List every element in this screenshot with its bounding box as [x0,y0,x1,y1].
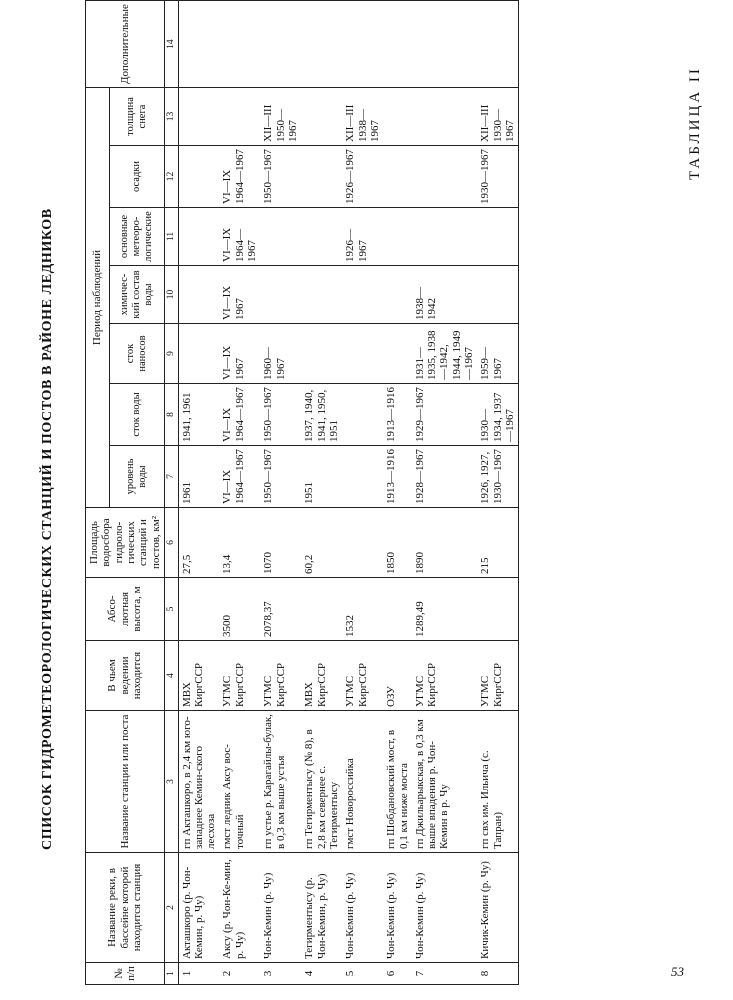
cell-precip [301,146,342,208]
cell-runoff: 1929—1967 [412,384,478,446]
column-number: 14 [164,1,178,88]
cell-extra [260,1,301,88]
header-level: уровень воды [109,446,164,508]
header-area: Площадь водосбора гидрологических станций и постов, км² [86,508,165,578]
cell-snow [301,88,342,146]
cell-river: Аксу (р. Чон-Ке-мин, р. Чу) [219,853,260,963]
cell-sediment [342,324,383,384]
header-station: Название станции или поста [86,711,165,853]
cell-num: 4 [301,963,342,985]
column-number: 1 [164,963,178,985]
cell-river: Чон-Кемин (р. Чу) [383,853,412,963]
cell-area [342,508,383,578]
cell-river: Акташкоро (р. Чон-Кемин, р. Чу) [178,853,219,963]
cell-precip: 1950—1967 [260,146,301,208]
cell-chem [383,266,412,324]
cell-extra [477,1,518,88]
cell-precip: 1930—1967 [477,146,518,208]
cell-sediment: VI—IX 1967 [219,324,260,384]
cell-precip: VI—IX 1964—1967 [219,146,260,208]
cell-snow: XII—III 1938—1967 [342,88,383,146]
cell-level: VI—IX 1964—1967 [219,446,260,508]
page-title: СПИСОК ГИДРОМЕТЕОРОЛОГИЧЕСКИХ СТАНЦИЙ И ПОСТОВ В РАЙОНЕ ЛЕДНИКОВ [40,208,55,850]
column-number: 13 [164,88,178,146]
cell-area: 27,5 [178,508,219,578]
cell-extra [219,1,260,88]
cell-runoff: 1950—1967 [260,384,301,446]
cell-chem [178,266,219,324]
cell-chem [301,266,342,324]
cell-river: Чон-Кемин (р. Чу) [342,853,383,963]
cell-chem: 1938—1942 [412,266,478,324]
cell-river: Тегирментысу (р. Чон-Кемин, р. Чу) [301,853,342,963]
column-number: 11 [164,208,178,266]
table-row [342,1,383,985]
table-row [178,1,219,985]
cell-agency: УГМС КиргССР [219,641,260,711]
cell-runoff: 1937, 1940, 1941, 1950, 1951 [301,384,342,446]
header-agency: В чьем ведении находится [86,641,165,711]
cell-num: 3 [260,963,301,985]
cell-altitude: 3500 [219,578,260,641]
cell-runoff: 1930—1934, 1937—1967 [477,384,518,446]
cell-chem [477,266,518,324]
cell-meteo [383,208,412,266]
cell-extra [342,1,383,88]
table-row [260,1,301,985]
cell-altitude: 1289,49 [412,578,478,641]
cell-meteo [477,208,518,266]
header-snow: толщина снега [109,88,164,146]
cell-level: 1961 [178,446,219,508]
table-row [412,1,478,985]
cell-river: Чон-Кемин (р. Чу) [260,853,301,963]
cell-num: 5 [342,963,383,985]
cell-meteo [301,208,342,266]
cell-extra [178,1,219,88]
cell-river: Кичик-Кемин (р. Чу) [477,853,518,963]
header-altitude: Абсолютная высота, м [86,578,165,641]
cell-agency: УГМС КиргССР [342,641,383,711]
cell-agency: УГМС КиргССР [260,641,301,711]
header-num: № п/п [86,963,165,985]
column-number: 6 [164,508,178,578]
cell-altitude: 1532 [342,578,383,641]
cell-chem [342,266,383,324]
cell-extra [412,1,478,88]
table-row [219,1,260,985]
cell-station: гп устье р. Карагайлы-булак, в 0,3 км выше устья [260,711,301,853]
cell-runoff: 1941, 1961 [178,384,219,446]
cell-sediment [178,324,219,384]
header-river: Название реки, в бассейне которой находится станция [86,853,165,963]
column-number: 9 [164,324,178,384]
cell-precip [178,146,219,208]
cell-meteo [178,208,219,266]
cell-sediment: 1959—1967 [477,324,518,384]
cell-sediment: 1960—1967 [260,324,301,384]
cell-station: гп Акташкоро, в 2,4 км юго-западнее Кемин-ского лесхоза [178,711,219,853]
header-precip: осадки [109,146,164,208]
table-row [301,1,342,985]
cell-snow [412,88,478,146]
cell-station: гп Тегирментысу (№ 8), в 2,8 км севернее с. Тегирментысу [301,711,342,853]
cell-num: 2 [219,963,260,985]
table-row [383,1,412,985]
cell-snow: XII—III 1930—1967 [477,88,518,146]
cell-runoff [342,384,383,446]
cell-level: 1950—1967 [260,446,301,508]
header-meteo: основные метеорологические [109,208,164,266]
cell-river: Чон-Кемин (р. Чу) [412,853,478,963]
cell-agency: УГМС КиргССР [477,641,518,711]
cell-sediment [383,324,412,384]
cell-chem [260,266,301,324]
cell-runoff: 1913—1916 [383,384,412,446]
cell-area: 1850 [383,508,412,578]
column-number-row [164,1,178,985]
cell-area: 60,2 [301,508,342,578]
cell-level: 1928—1967 [412,446,478,508]
column-number: 10 [164,266,178,324]
cell-snow [219,88,260,146]
header-runoff: сток воды [109,384,164,446]
cell-meteo: VI—IX 1964—1967 [219,208,260,266]
cell-snow: XII—III 1950—1967 [260,88,301,146]
page-number: 53 [671,964,684,979]
cell-chem: VI—IX 1967 [219,266,260,324]
cell-station: гп свх им. Ильича (с. Тапран) [477,711,518,853]
column-number: 2 [164,853,178,963]
cell-meteo: 1926—1967 [342,208,383,266]
cell-altitude [178,578,219,641]
cell-agency: ОЗУ [383,641,412,711]
cell-num: 8 [477,963,518,985]
cell-num: 1 [178,963,219,985]
cell-precip [383,146,412,208]
column-number: 5 [164,578,178,641]
header-period: Период наблюдений [86,88,110,508]
cell-station: гмст Новороссийка [342,711,383,853]
cell-snow [383,88,412,146]
cell-agency: УГМС КиргССР [412,641,478,711]
cell-num: 7 [412,963,478,985]
column-number: 12 [164,146,178,208]
cell-area: 1890 [412,508,478,578]
cell-altitude [383,578,412,641]
header-chem: химический состав воды [109,266,164,324]
column-number: 3 [164,711,178,853]
cell-precip [412,146,478,208]
cell-area: 13,4 [219,508,260,578]
table-body [178,1,519,985]
cell-altitude [477,578,518,641]
table-label: ТАБЛИЦА II [687,66,703,180]
cell-level [342,446,383,508]
stations-table [85,0,519,985]
cell-agency: МВХ КиргССР [178,641,219,711]
column-number: 7 [164,446,178,508]
cell-altitude: 2078,37 [260,578,301,641]
table-row [477,1,518,985]
cell-station: гп Джильарыкская, в 0,3 км выше впадения р. Чон-Кемин в р. Чу [412,711,478,853]
cell-sediment [301,324,342,384]
cell-station: гмст ледник Аксу вос-точный [219,711,260,853]
cell-meteo [260,208,301,266]
cell-altitude [301,578,342,641]
cell-runoff: VI—IX 1964—1967 [219,384,260,446]
header-sediment: сток наносов [109,324,164,384]
header-row [86,1,110,985]
cell-station: гп Шобдановский мост, в 0,1 км ниже моста [383,711,412,853]
column-number: 4 [164,641,178,711]
cell-meteo [412,208,478,266]
cell-snow [178,88,219,146]
column-number: 8 [164,384,178,446]
cell-level: 1913—1916 [383,446,412,508]
cell-level: 1926, 1927, 1930—1967 [477,446,518,508]
cell-extra [301,1,342,88]
cell-agency: МВХ КиргССР [301,641,342,711]
cell-extra [383,1,412,88]
cell-level: 1951 [301,446,342,508]
cell-num: 6 [383,963,412,985]
header-extra: Дополнительные [86,1,165,88]
cell-area: 215 [477,508,518,578]
cell-precip: 1926—1967 [342,146,383,208]
cell-sediment: 1931—1935, 1938—1942, 1944, 1949—1967 [412,324,478,384]
cell-area: 1070 [260,508,301,578]
